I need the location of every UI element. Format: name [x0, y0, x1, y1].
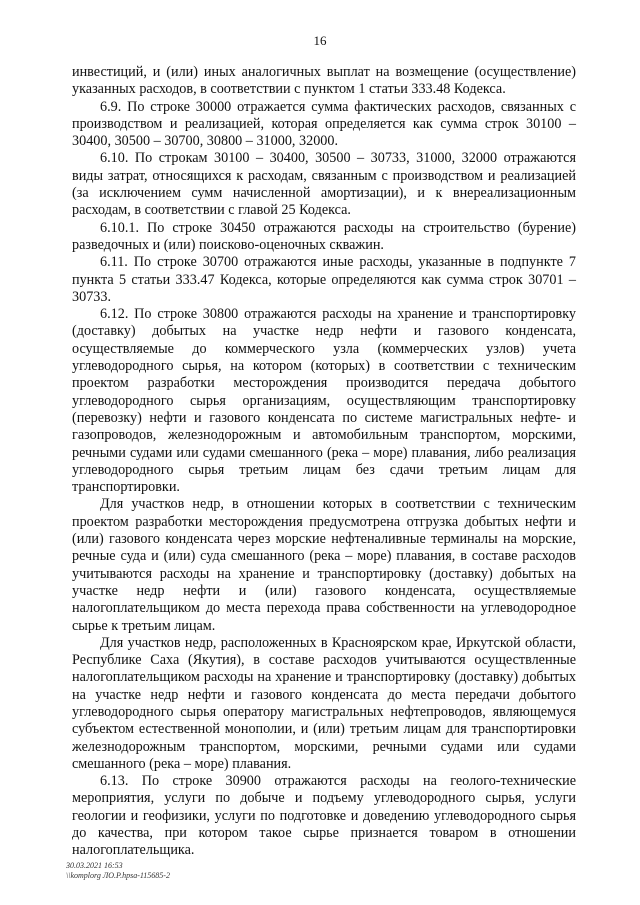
paragraph: Для участков недр, в отношении которых в соответствии с техническим проектом разработки месторождения предусмотрена отгрузка добытых нефти и (или) газового конденсата через морские нефтеналивные терминалы на морские, речные суда и (или) суда смешанного (река – море) плавания, в составе расходов учитываются расходы на хранение и транспортировку (доставку) добытых на участке недр нефти и (или) газового конденсата, осуществляемые налогоплательщиком до места перехода права собственности на углеводородное сырье к третьим лицам.: [72, 496, 576, 634]
paragraph: инвестиций, и (или) иных аналогичных выплат на возмещение (осуществление) указанных расходов, в соответствии с пунктом 1 статьи 333.48 Кодекса.: [72, 64, 576, 98]
footer-stamp: [66, 861, 170, 881]
paragraph: Для участков недр, расположенных в Красноярском крае, Иркутской области, Республике Саха (Якутия), в составе расходов учитываются осуществленные налогоплательщиком расходы на хранение и транспортировку (доставку) добытых на участке недр нефти и газового конденсата до места передачи добытого углеводородного сырья оператору магистральных нефтепроводов, являющемуся субъектом естественной монополии, и (или) третьим лицам для транспортировки железнодорожным транспортом, морскими, речными судами или судами смешанного (река – море) плавания.: [72, 634, 576, 772]
document-body: [72, 64, 576, 860]
paragraph: 6.11. По строке 30700 отражаются иные расходы, указанные в подпункте 7 пункта 5 статьи 333.47 Кодекса, которые определяются как сумма строк 30701 – 30733.: [72, 254, 576, 305]
paragraph: 6.10. По строкам 30100 – 30400, 30500 – 30733, 31000, 32000 отражаются виды затрат, относящихся к расходам, связанным с производством и реализацией (за исключением сумм начисленной амортизации), и к внереализационным расходам, в соответствии с главой 25 Кодекса.: [72, 150, 576, 219]
paragraph: 6.9. По строке 30000 отражается сумма фактических расходов, связанных с производством и реализацией, которая определяется как сумма строк 30100 – 30400, 30500 – 30700, 30800 – 31000, 32000.: [72, 98, 576, 150]
page-number: 16: [313, 33, 327, 48]
paragraph: 6.13. По строке 30900 отражаются расходы на геолого-технические мероприятия, услуги по добыче и подъему углеводородного сырья, услуги геологии и геофизики, услуги по подготовке и доведению углеводородного сырья до качества, при котором такое сырье признается товаром в отношении налогоплательщика.: [72, 773, 576, 859]
footer-path: \\komplorg ЛО.Р.hpsa-115685-2: [66, 871, 170, 880]
paragraph: 6.12. По строке 30800 отражаются расходы на хранение и транспортировку (доставку) добытых на участке недр нефти и газового конденсата, осуществляемые до коммерческого узла (коммерческих узлов) учета углеводородного сырья, на котором (которых) в соответствии с техническим проектом разработки месторождения производится передача добытого углеводородного сырья организациям, осуществляющим транспортировку (перевозку) нефти и газового конденсата по системе магистральных нефте- и газопроводов, железнодорожным и автомобильным транспортом, морскими, речными судами или судами смешанного (река – море) плавания, либо реализация углеводородного сырья третьим лицам без сдачи третьим лицам для транспортировки.: [72, 306, 576, 496]
footer-date: 30.03.2021 16:53: [66, 861, 123, 870]
paragraph: 6.10.1. По строке 30450 отражаются расходы на строительство (бурение) разведочных и (или) поисково-оценочных скважин.: [72, 219, 576, 253]
